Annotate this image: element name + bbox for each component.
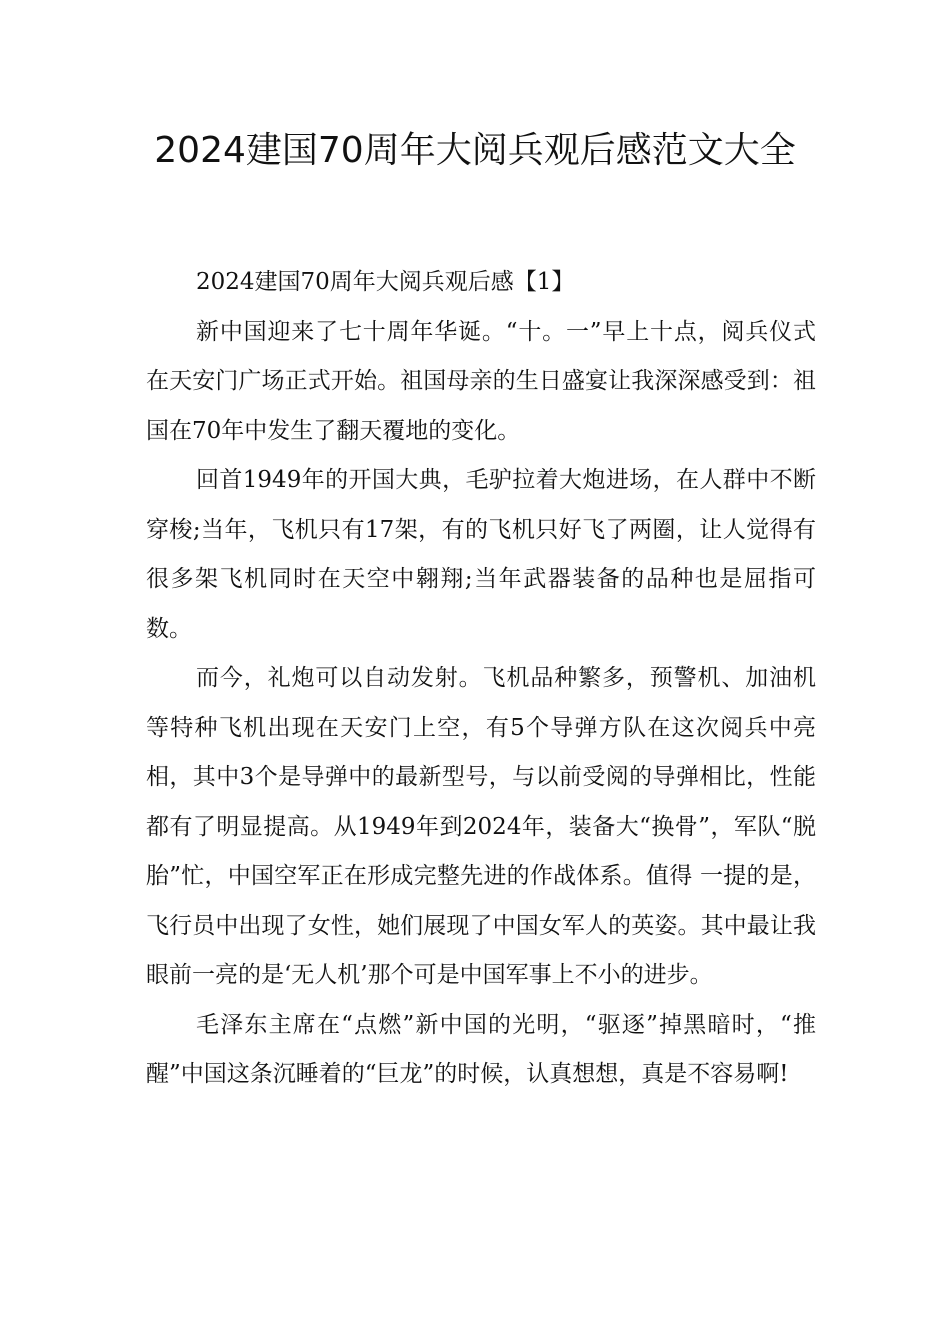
document-body (146, 258, 816, 1100)
paragraph-3: 而今，礼炮可以自动发射。飞机品种繁多，预警机、加油机等特种飞机出现在天安门上空，有5个导弹方队在这次阅兵中亮相，其中3个是导弹中的最新型号，与以前受阅的导弹相比，性能都有了明显提高。从1949年到2024年，装备大“换骨”，军队“脱胎”忙，中国空军正在形成完整先进的作战体系。值得 一提的是，飞行员中出现了女性，她们展现了中国女军人的英姿。其中最让我眼前一亮的是‘无人机’那个可是中国军事上不小的进步。 (146, 665, 816, 988)
subheading: 2024建国70周年大阅兵观后感【1】 (196, 269, 575, 295)
paragraph-2: 回首1949年的开国大典，毛驴拉着大炮进场，在人群中不断穿梭;当年，飞机只有17架，有的飞机只好飞了两圈，让人觉得有很多架飞机同时在天空中翱翔;当年武器装备的品种也是屈指可数。 (146, 467, 816, 642)
document-title: 2024建国70周年大阅兵观后感范文大全 (154, 130, 796, 171)
paragraph-4: 毛泽东主席在“点燃”新中国的光明，“驱逐”掉黑暗时，“推醒”中国这条沉睡着的“巨龙”的时候，认真想想，真是不容易啊! (146, 1011, 816, 1087)
paragraph-1: 新中国迎来了七十周年华诞。“十。一”早上十点，阅兵仪式在天安门广场正式开始。祖国母亲的生日盛宴让我深深感受到：祖国在70年中发生了翻天覆地的变化。 (146, 318, 816, 444)
